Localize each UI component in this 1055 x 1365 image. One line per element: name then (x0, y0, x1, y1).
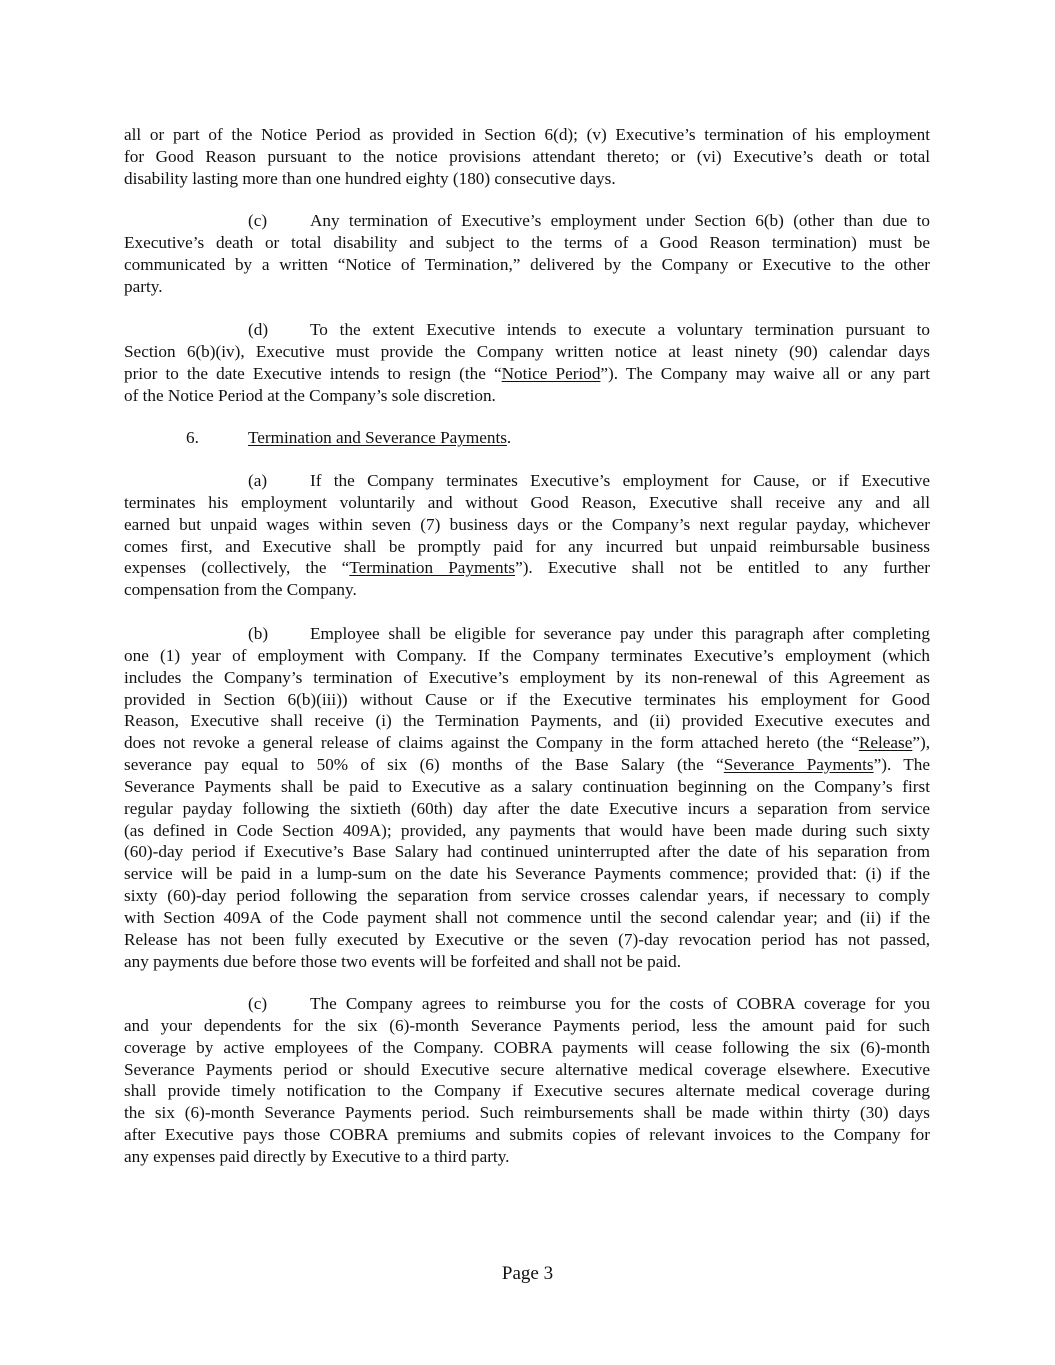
defined-term-notice-period: Notice Period (501, 363, 601, 383)
subsection-label: (b) (248, 624, 269, 643)
text-line: (as defined in Code Section 409A); provided, any payments that would have been made during such sixty (124, 820, 930, 840)
text-line (124, 319, 930, 341)
text-line: after Executive pays those COBRA premiums and submits copies of relevant invoices to the Company for (124, 1125, 930, 1145)
text-line: the six (6)-month Severance Payments period. Such reimbursements shall be made within thirty (30) days (124, 1103, 930, 1123)
text-line (124, 470, 930, 492)
text-run: prior to the date Executive intends to resign (the “ (124, 363, 502, 383)
text-line (124, 754, 930, 776)
paragraph-6b (124, 623, 930, 973)
text-line (124, 363, 930, 385)
text-line (124, 210, 930, 232)
text-line (124, 993, 930, 1015)
paragraph-6c (124, 993, 930, 1168)
text-line: sixty (60)-day period following the separation from service crosses calendar years, if necessary to comply (124, 886, 930, 906)
text-line: compensation from the Company. (124, 580, 357, 600)
text-line: Executive’s death or total disability and subject to the terms of a Good Reason termination) must be (124, 232, 930, 252)
text-line: shall provide timely notification to the Company if Executive secures alternate medical coverage during (124, 1081, 930, 1101)
subsection-label: (d) (248, 320, 269, 339)
text-run: ”). (600, 363, 626, 383)
text-line: with Section 409A of the Code payment shall not commence until the second calendar year; and (ii) if the (124, 907, 930, 927)
text-run: If the Company terminates Executive’s employment for Cause, or if Executive (310, 471, 930, 490)
text-line: communicated by a written “Notice of Termination,” delivered by the Company or Executive to the other (124, 254, 930, 274)
section-heading (124, 427, 930, 449)
text-run: ”). The (873, 755, 931, 775)
text-run: To the extent Executive intends to execute a voluntary termination pursuant to (310, 320, 930, 339)
text-run: ”), (912, 733, 930, 753)
subsection-label: (a) (248, 471, 268, 490)
defined-term-termination-payments: Termination Payments (349, 558, 516, 578)
paragraph-continuation (124, 124, 930, 190)
text-line (124, 732, 930, 754)
text-line: any payments due before those two events will be forfeited and shall not be paid. (124, 951, 681, 971)
text-line: party. (124, 276, 163, 296)
text-line: disability lasting more than one hundred eighty (180) consecutive days. (124, 168, 616, 188)
text-line: Severance Payments shall be paid to Executive as a salary continuation beginning on the Company’s first (124, 776, 930, 796)
text-run: severance pay equal to 50% of six (6) months of the Base Salary (the “ (124, 755, 724, 775)
text-run: The Company may waive all or any part (625, 363, 930, 383)
paragraph-5c (124, 210, 930, 297)
text-line: service will be paid in a lump-sum on the date his Severance Payments commence; provided that: (i) if the (124, 864, 930, 884)
text-run: ”). Executive shall not be entitled to any further (515, 558, 931, 578)
text-line: Reason, Executive shall receive (i) the Termination Payments, and (ii) provided Executive executes and (124, 711, 930, 731)
paragraph-6a (124, 470, 930, 601)
defined-term-severance-payments: Severance Payments (723, 755, 874, 775)
text-run: The Company agrees to reimburse you for the costs of COBRA coverage for you (310, 994, 930, 1013)
subsection-label: (c) (248, 994, 268, 1013)
text-line: coverage by active employees of the Company. COBRA payments will cease following the six (6)-month (124, 1037, 930, 1057)
text-line: (60)-day period if Executive’s Base Salary had continued uninterrupted after the date of his separation from (124, 842, 930, 862)
text-run: does not revoke a general release of claims against the Company in the form attached hereto (the “ (124, 733, 859, 753)
text-line: regular payday following the sixtieth (60th) day after the date Executive incurs a separation from service (124, 798, 930, 818)
text-line: earned but unpaid wages within seven (7) business days or the Company’s next regular payday, whichever (124, 514, 930, 534)
text-line: for Good Reason pursuant to the notice provisions attendant thereto; or (vi) Executive’s death or total (124, 146, 930, 166)
text-line (124, 557, 930, 579)
text-line: of the Notice Period at the Company’s sole discretion. (124, 385, 496, 405)
text-line: Severance Payments period or should Executive secure alternative medical coverage elsewhere. Executive (124, 1059, 930, 1079)
text-line (124, 427, 930, 449)
text-line: and your dependents for the six (6)-month Severance Payments period, less the amount paid for such (124, 1015, 930, 1035)
text-line: comes first, and Executive shall be promptly paid for any incurred but unpaid reimbursable business (124, 536, 930, 556)
text-line (124, 623, 930, 645)
text-line: Release has not been fully executed by Executive or the seven (7)-day revocation period has not passed, (124, 929, 930, 949)
defined-term-release: Release (858, 733, 913, 753)
text-run: Employee shall be eligible for severance pay under this paragraph after completing (310, 624, 930, 643)
text-line: provided in Section 6(b)(iii)) without Cause or if the Executive terminates his employment for Good (124, 689, 930, 709)
text-line: one (1) year of employment with Company. If the Company terminates Executive’s employment (which (124, 645, 930, 665)
subsection-label: (c) (248, 211, 268, 230)
text-line: terminates his employment voluntarily and without Good Reason, Executive shall receive any and all (124, 492, 930, 512)
section-number: 6. (186, 428, 199, 447)
page-number: Page 3 (501, 1263, 554, 1284)
section-title: Termination and Severance Payments (248, 428, 507, 447)
text-run: . (506, 428, 512, 447)
paragraph-5d (124, 319, 930, 406)
text-run: expenses (collectively, the “ (124, 558, 350, 578)
text-run: Any termination of Executive’s employment under Section 6(b) (other than due to (310, 211, 930, 230)
text-line: any expenses paid directly by Executive to a third party. (124, 1146, 510, 1166)
text-line: includes the Company’s termination of Executive’s employment by its non-renewal of this Agreement as (124, 667, 930, 687)
text-line: Section 6(b)(iv), Executive must provide the Company written notice at least ninety (90) calendar days (124, 341, 930, 361)
text-line: all or part of the Notice Period as provided in Section 6(d); (v) Executive’s termination of his employment (124, 125, 930, 144)
